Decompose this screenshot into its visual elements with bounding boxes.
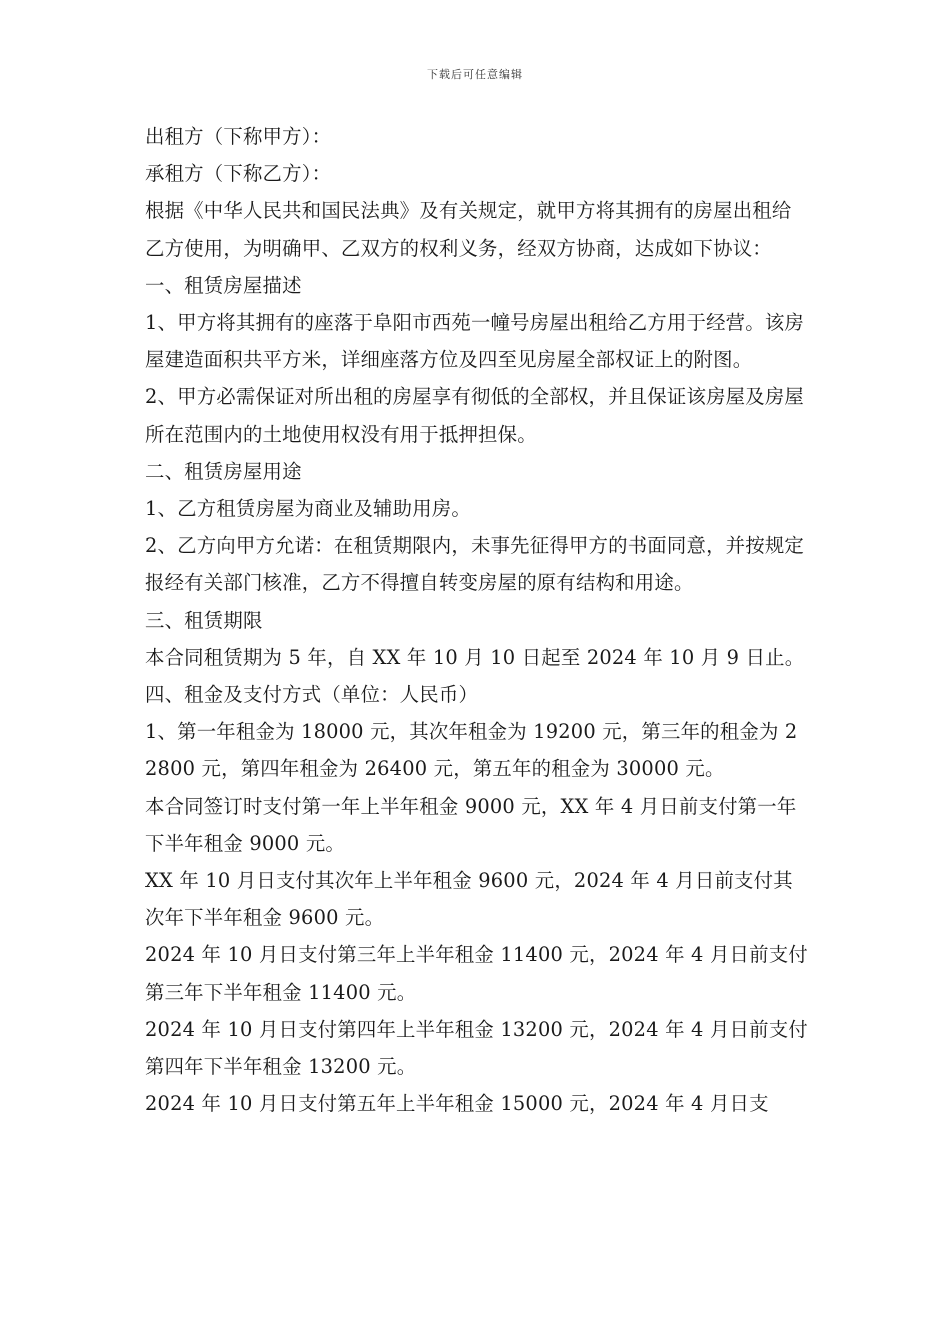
clause-2-2: 2、乙方向甲方允诺：在租赁期限内，未事先征得甲方的书面同意，并按规定报经有关部门核准，乙方不得擅自转变房屋的原有结构和用途。 — [145, 534, 805, 595]
section-heading-3: 三、租赁期限 — [145, 608, 263, 632]
payment-year-2: XX 年 10 月日支付其次年上半年租金 9600 元，2024 年 4 月日前支付其次年下半年租金 9600 元。 — [145, 869, 793, 930]
payment-year-4: 2024 年 10 月日支付第四年上半年租金 13200 元，2024 年 4 月日前支付第四年下半年租金 13200 元。 — [145, 1017, 808, 1079]
section-heading-1: 一、租赁房屋描述 — [145, 273, 302, 297]
section-heading-2: 二、租赁房屋用途 — [145, 459, 302, 483]
payment-year-1: 本合同签订时支付第一年上半年租金 9000 元，XX 年 4 月日前支付第一年下半年租金 9000 元。 — [145, 794, 797, 855]
clause-1-2: 2、甲方必需保证对所出租的房屋享有彻低的全部权，并且保证该房屋及房屋所在范围内的土地使用权没有用于抵押担保。 — [145, 385, 805, 446]
section-heading-4: 四、租金及支付方式（单位：人民币） — [145, 683, 479, 707]
clause-4-1: 1、第一年租金为 18000 元，其次年租金为 19200 元，第三年的租金为 22800 元，第四年租金为 26400 元，第五年的租金为 30000 元。 — [145, 720, 798, 781]
clause-1-1: 1、甲方将其拥有的座落于阜阳市西苑一幢号房屋出租给乙方用于经营。该房屋建造面积共平方米，详细座落方位及四至见房屋全部权证上的附图。 — [145, 311, 805, 372]
lease-term-paragraph: 本合同租赁期为 5 年，自 XX 年 10 月 10 日起至 2024 年 10 月 9 日止。 — [145, 645, 805, 669]
preamble-paragraph: 根据《中华人民共和国民法典》及有关规定，就甲方将其拥有的房屋出租给乙方使用，为明确甲、乙双方的权利义务，经双方协商，达成如下协议： — [145, 199, 792, 260]
payment-year-3: 2024 年 10 月日支付第三年上半年租金 11400 元，2024 年 4 月日前支付第三年下半年租金 11400 元。 — [145, 943, 808, 1004]
payment-year-5: 2024 年 10 月日支付第五年上半年租金 15000 元，2024 年 4 月日支 — [145, 1092, 769, 1116]
document-body — [145, 118, 809, 1122]
clause-2-1: 1、乙方租赁房屋为商业及辅助用房。 — [145, 497, 471, 521]
lessor-line: 出租方（下称甲方）： — [145, 125, 332, 148]
lessee-line: 承租方（下称乙方）： — [145, 162, 332, 186]
page-header-note: 下载后可任意编辑 — [427, 68, 523, 81]
